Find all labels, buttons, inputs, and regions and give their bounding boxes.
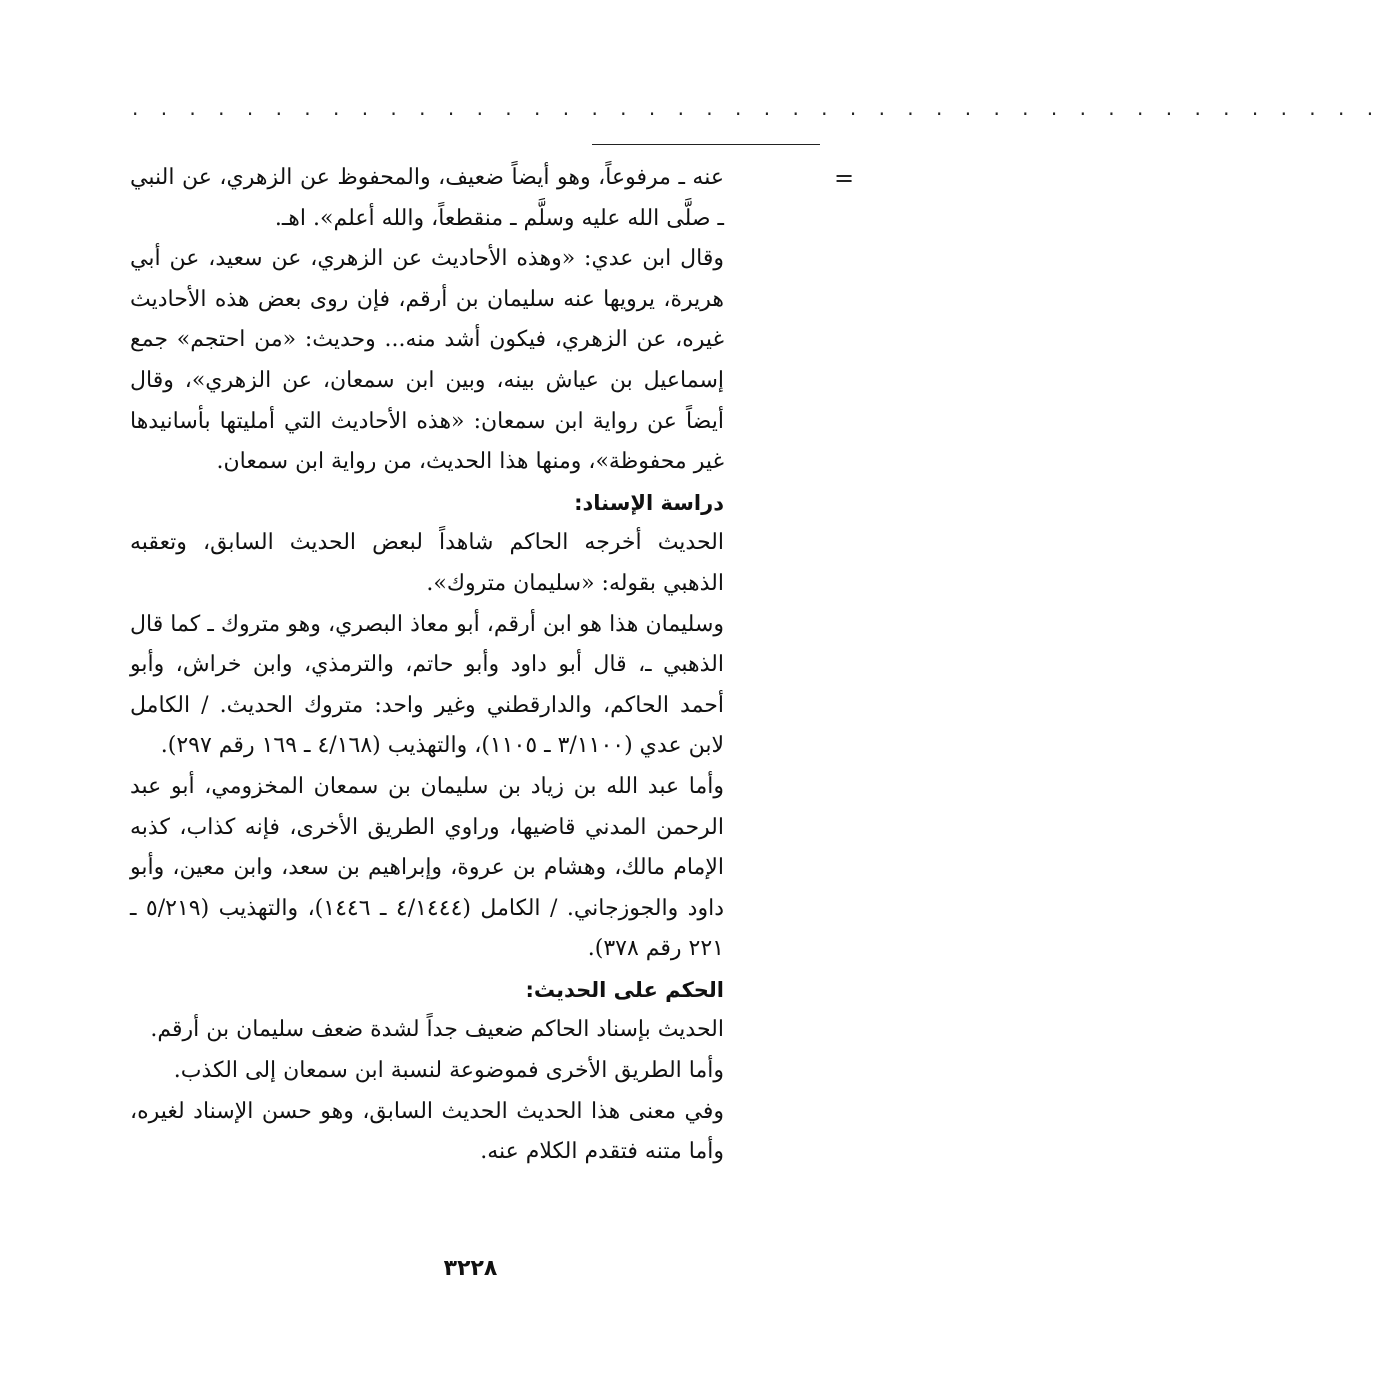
- continuation-mark: =: [834, 164, 855, 192]
- paragraph: وسليمان هذا هو ابن أرقم، أبو معاذ البصري، وهو متروك ـ كما قال الذهبي ـ، قال أبو داود وأبو حاتم، والترمذي، وابن خراش، وأبو أحمد الحاكم، والدارقطني وغير واحد: متروك الحديث. / الكامل لابن عدي (٣/١١٠٠ ـ ١١٠٥)، والتهذيب (٤/١٦٨ ـ ١٦٩ رقم ٢٩٧).: [130, 611, 724, 759]
- paragraph: وقال ابن عدي: «وهذه الأحاديث عن الزهري، عن سعيد، عن أبي هريرة، يرويها عنه سليمان بن أرقم، فإن روى بعض هذه الأحاديث غيره، عن الزهري، فيكون أشد منه... وحديث: «من احتجم» جمع إسماعيل بن عياش بينه، وبين ابن سمعان، عن الزهري»، وقال أيضاً عن رواية ابن سمعان: «هذه الأحاديث التي أمليتها بأسانيدها غير محفوظة»، ومنها هذا الحديث، من رواية ابن سمعان.: [130, 246, 724, 475]
- body-text: [130, 158, 724, 1173]
- paragraph: وأما الطريق الأخرى فموضوعة لنسبة ابن سمعان إلى الكذب.: [173, 1058, 724, 1084]
- section-heading-ruling: الحكم على الحديث:: [525, 977, 724, 1002]
- section-heading-isnad-study: دراسة الإسناد:: [574, 490, 724, 515]
- paragraph: الحديث بإسناد الحاكم ضعيف جداً لشدة ضعف سليمان بن أرقم.: [150, 1017, 724, 1043]
- paragraph: وأما عبد الله بن زياد بن سليمان بن سمعان المخزومي، أبو عبد الرحمن المدني قاضيها، وراوي الطريق الأخرى، فإنه كذاب، كذبه الإمام مالك، وهشام بن عروة، وإبراهيم بن سعد، وابن معين، وأبو داود والجوزجاني. / الكامل (٤/١٤٤٤ ـ ١٤٤٦)، والتهذيب (٥/٢١٩ ـ ٢٢١ رقم ٣٧٨).: [130, 773, 725, 962]
- header-dotted-line: . . . . . . . . . . . . . . . . . . . . . . . . . . . . . . . . . . . . . . . . . . . .: [132, 96, 1381, 120]
- paragraph: وفي معنى هذا الحديث الحديث السابق، وهو حسن الإسناد لغيره، وأما متنه فتقدم الكلام عنه.: [130, 1098, 724, 1165]
- paragraph: عنه ـ مرفوعاً، وهو أيضاً ضعيف، والمحفوظ عن الزهري، عن النبي ـ صلَّى الله عليه وسلَّم ـ منقطعاً، والله أعلم». اهـ.: [130, 165, 724, 231]
- page-number: ٣٢٢٨: [443, 1256, 498, 1281]
- footnote-separator-rule: [592, 144, 820, 145]
- paragraph: الحديث أخرجه الحاكم شاهداً لبعض الحديث السابق، وتعقبه الذهبي بقوله: «سليمان متروك».: [130, 530, 724, 596]
